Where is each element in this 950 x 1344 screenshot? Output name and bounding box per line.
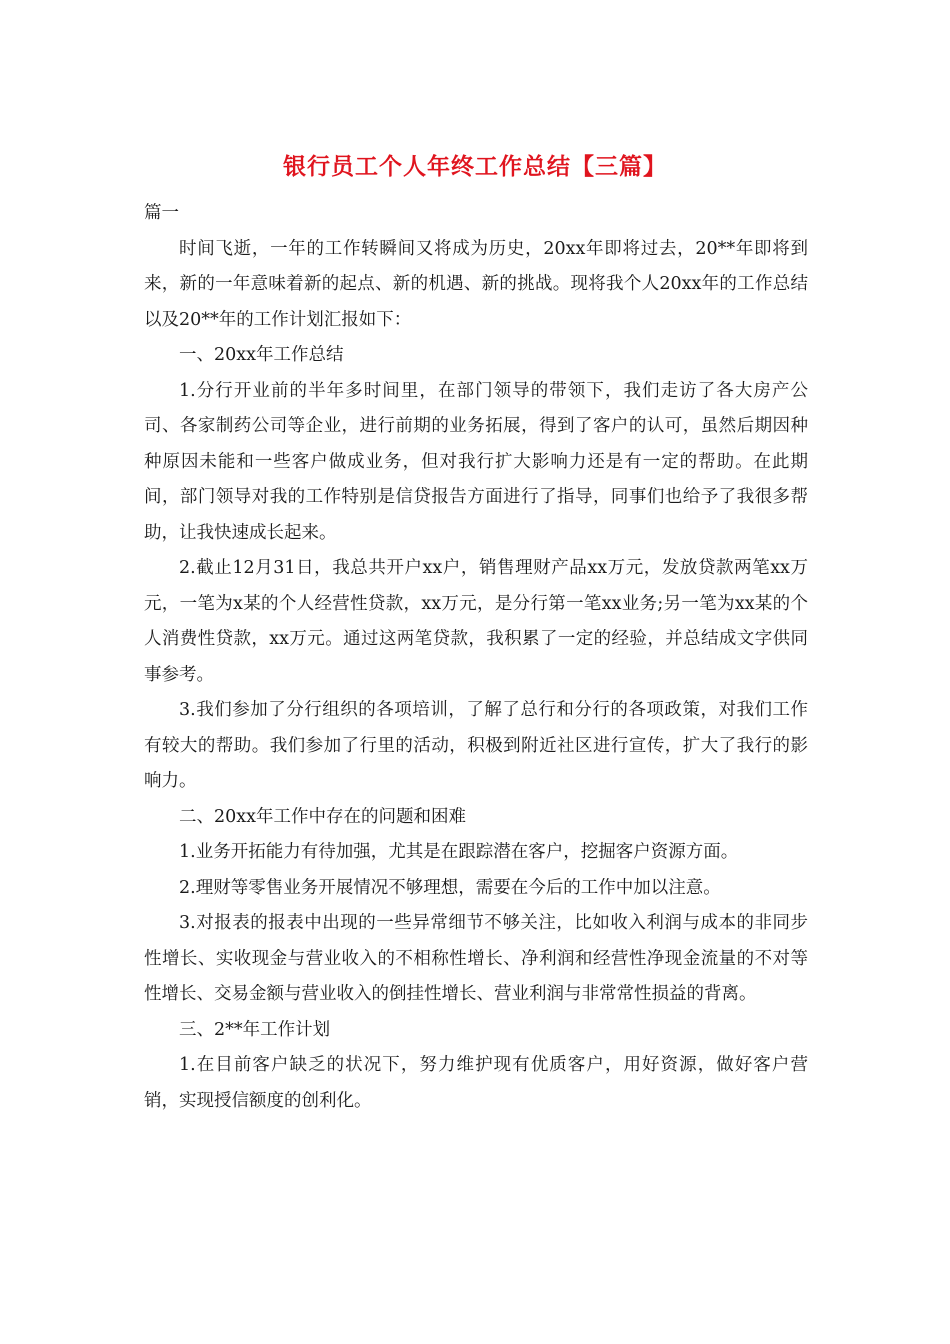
summary-item-3: 3.我们参加了分行组织的各项培训，了解了总行和分行的各项政策，对我们工作有较大的帮助。我们参加了行里的活动，积极到附近社区进行宣传，扩大了我行的影响力。 — [144, 700, 808, 791]
summary-item-2: 2.截止12月31日，我总共开户xx户，销售理财产品xx万元，发放贷款两笔xx万元，一笔为x某的个人经营性贷款，xx万元，是分行第一笔xx业务;另一笔为xx某的个人消费性贷款，xx万元。通过这两笔贷款，我积累了一定的经验，并总结成文字供同事参考。 — [144, 558, 808, 685]
summary-item-1: 1.分行开业前的半年多时间里，在部门领导的带领下，我们走访了各大房产公司、各家制药公司等企业，进行前期的业务拓展，得到了客户的认可，虽然后期因种种原因未能和一些客户做成业务，但对我行扩大影响力还是有一定的帮助。在此期间，部门领导对我的工作特别是信贷报告方面进行了指导，同事们也给予了我很多帮助，让我快速成长起来。 — [144, 380, 808, 543]
heading-summary: 一、20xx年工作总结 — [179, 345, 344, 365]
heading-problems: 二、20xx年工作中存在的问题和困难 — [179, 806, 467, 827]
heading-plan: 三、2**年工作计划 — [179, 1019, 331, 1040]
problem-item-1: 1.业务开拓能力有待加强，尤其是在跟踪潜在客户，挖掘客户资源方面。 — [179, 842, 739, 862]
document-body — [144, 196, 808, 1119]
plan-item-1: 1.在目前客户缺乏的状况下，努力维护现有优质客户，用好资源，做好客户营销，实现授信额度的创利化。 — [144, 1055, 808, 1111]
section-label: 篇一 — [144, 203, 179, 223]
problem-item-2: 2.理财等零售业务开展情况不够理想，需要在今后的工作中加以注意。 — [179, 877, 721, 898]
document-title: 银行员工个人年终工作总结【三篇】 — [283, 153, 667, 180]
intro-paragraph: 时间飞逝，一年的工作转瞬间又将成为历史，20xx年即将过去，20**年即将到来，新的一年意味着新的起点、新的机遇、新的挑战。现将我个人20xx年的工作总结以及20**年的工作计划汇报如下： — [144, 238, 808, 330]
problem-item-3: 3.对报表的报表中出现的一些异常细节不够关注，比如收入利润与成本的非同步性增长、实收现金与营业收入的不相称性增长、净利润和经营性净现金流量的不对等性增长、交易金额与营业收入的倒挂性增长、营业利润与非常常性损益的背离。 — [144, 913, 808, 1004]
